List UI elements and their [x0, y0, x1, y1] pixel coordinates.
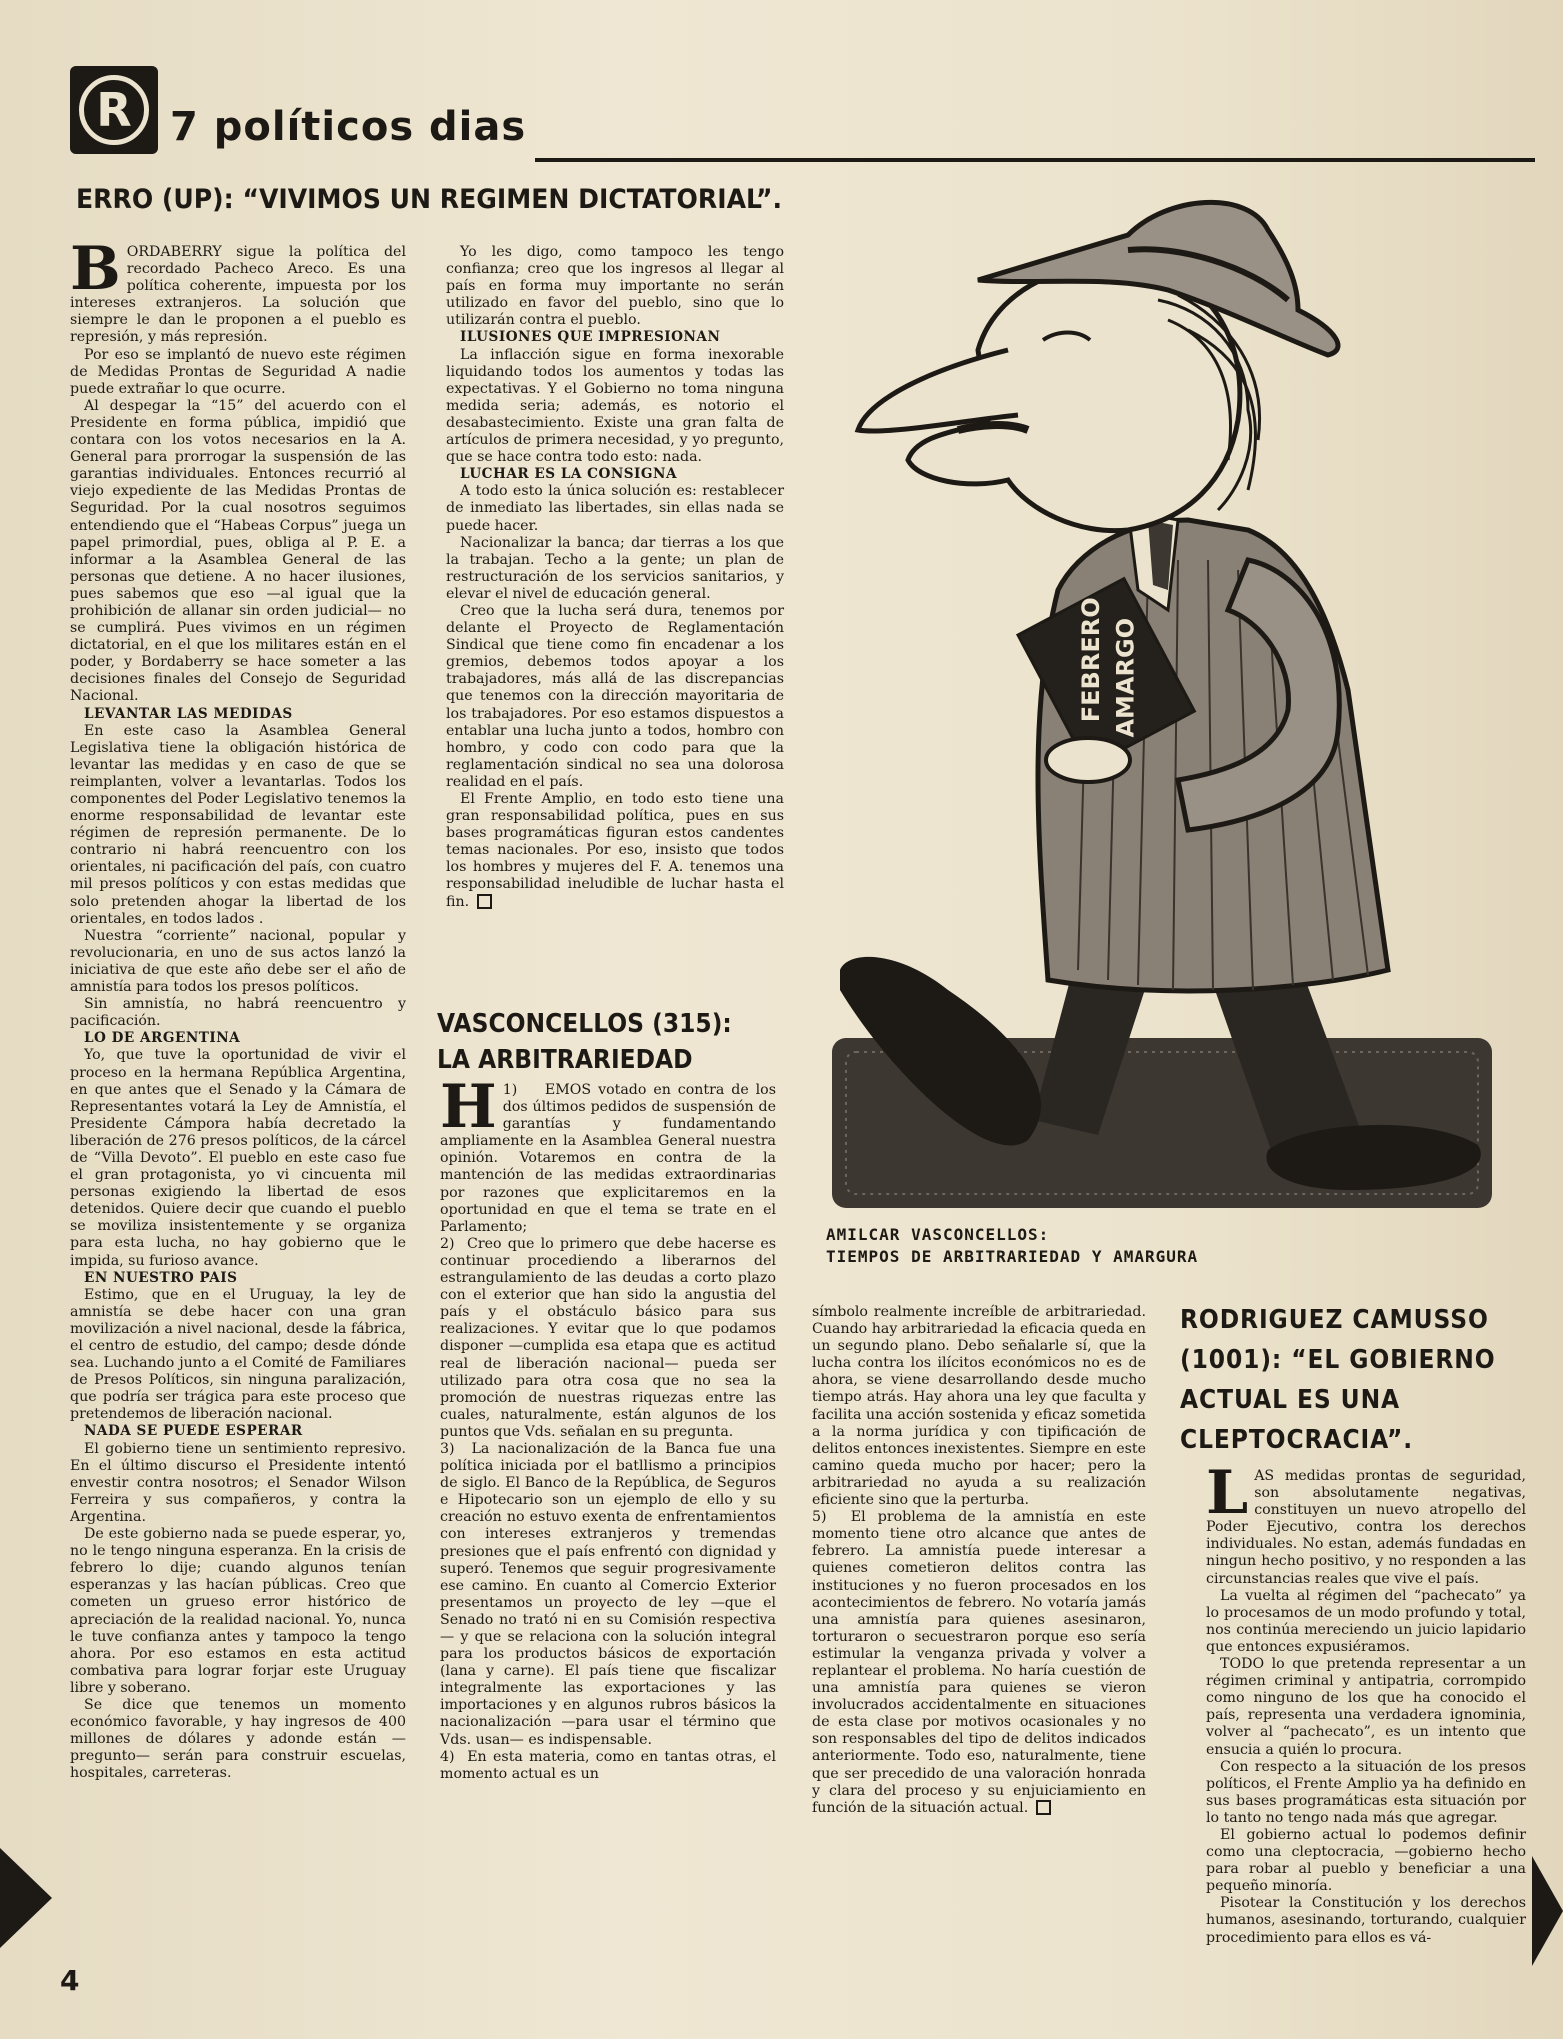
paragraph-text: EMOS votado en contra de los dos últimos pedidos de suspensión de garantías y fundamentando ampliamente en la Asamblea General nuestra opinión. Votaremos en contra de la mantención de las medidas extraordinarias por razones que explicitaremos en la oportunidad en que el tema se trate en el Parlamento;: [440, 1082, 776, 1235]
article2-headline-line1: VASCONCELLOS (315):: [437, 1009, 732, 1039]
paragraph: TODO lo que pretenda representar a un régimen criminal y antipatria, corrompido como ninguno de los que ha conocido el país, representa una verdadera ignominia, volver al “pachecato”, es un intento que ensucia a quién lo procura.: [1206, 1656, 1526, 1758]
article2-paragraph-2: [440, 1236, 776, 1441]
article1-headline: ERRO (UP): “VIVIMOS UN REGIMEN DICTATORIAL”.: [76, 184, 783, 215]
subheading: ILUSIONES QUE IMPRESIONAN: [460, 329, 721, 346]
subheading: NADA SE PUEDE ESPERAR: [84, 1423, 303, 1440]
paragraph-text: ORDABERRY sigue la política del recordado Pacheco Areco. Es una política coherente, impuesta por los intereses extranjeros. La solución que siempre le dan le proponen a el pueblo es represión, y más represión.: [70, 244, 406, 346]
paragraph: Al despegar la “15” del acuerdo con el Presidente en forma pública, impidió que contara con los votos necesarios en la A. General para prorrogar la suspensión de las garantias individuales. Entonces recurrió al viejo expediente de las Medidas Prontas de Seguridad. Por la cual nosotros seguimos entendiendo que el “Habeas Corpus” juega un papel primordial, pues, obliga al P. E. a informar a la Asamblea General de las personas que detiene. A no hacer ilusiones, pues sabemos que eso —al igual que la prohibición de allanar sin orden judicial— no se cumplirá. Pues vivimos en un régimen dictatorial, en el que los militares están en el poder, y Bordaberry se hace someter a las decisiones finales del Consejo de Seguridad Nacional.: [70, 397, 406, 705]
paragraph: El gobierno actual lo podemos definir como una cleptocracia, —gobierno hecho para robar al pueblo y beneficiar a una pequeño minoría.: [1206, 1826, 1526, 1895]
paragraph-text: AS medidas prontas de seguridad, son absolutamente negativas, constituyen un nuevo atropello del Poder Ejecutivo, contra los derechos individuales. No estan, además fundadas en ningun hecho positivo, y no responden a las circunstancias reales que vive el país.: [1206, 1468, 1526, 1587]
article2-dropcap: H: [440, 1072, 497, 1142]
paragraph: Por eso se implantó de nuevo este régimen de Medidas Prontas de Seguridad A nadie puede extrañar lo que ocurre.: [70, 346, 406, 397]
paragraph: Nuestra “corriente” nacional, popular y revolucionaria, en uno de sus actos lanzó la iniciativa de que este año debe ser el año de amnistía para todos los presos políticos.: [70, 927, 406, 996]
end-mark-icon: [477, 894, 492, 909]
section-rule: [535, 158, 1535, 162]
article3-headline-line1: RODRIGUEZ CAMUSSO: [1180, 1305, 1489, 1335]
article1-dropcap: B: [70, 234, 121, 304]
article2-paragraph-1: [440, 1072, 776, 1236]
paragraph: Estimo, que en el Uruguay, la ley de amnistía se debe hacer con una gran movilización a nivel nacional, desde la fábrica, el centro de estudio, del campo; desde dónde sea. Luchando junto a el Comité de Familiares de Presos Políticos, sin ninguna paralización, que podría ser trágica para este proceso que pretendemos de liberación nacional.: [70, 1286, 406, 1423]
article3-column: [1206, 1458, 1526, 1947]
paragraph-text: El Frente Amplio, en todo esto tiene una gran responsabilidad política, pues en sus bases programáticas figuran estos candentes temas nacionales. Por eso, insisto que todos los hombres y mujeres del F. A. tenemos una responsabilidad ineludible de luchar hasta el fin.: [446, 791, 784, 910]
paragraph: De este gobierno nada se puede esperar, yo, no le tengo ninguna esperanza. En la crisis de febrero lo dije; cuando algunos tenían esperanzas y las hacían públicas. Creo que cometen un grueso error histórico de apreciación de la realidad nacional. Yo, nunca le tuve confianza antes y tampoco la tengo ahora. Por eso estamos en esta actitud combativa para lograr forjar este Uruguay libre y soberano.: [70, 1526, 406, 1696]
paragraph: Se dice que tenemos un momento económico favorable, y hay ingresos de 400 millones de dólares y adonde están —pregunto— serán para construir escuelas, hospitales, carreteras.: [70, 1696, 406, 1782]
paragraph: Yo, que tuve la oportunidad de vivir el proceso en la hermana República Argentina, en que antes que el Senado y la Cámara de Representantes votará la Ley de Amnistía, el Presidente Cámpora había decretado la liberación de 276 presos políticos, de la cárcel de “Villa Devoto”. El pueblo en este caso fue el gran protagonista, yo vi cincuenta mil personas exigiendo la libertad de esos detenidos. Quiere decir que cuando el pueblo se moviliza insistentemente y se organiza para esta lucha, no hay gobierno que le impida, su furioso avance.: [70, 1047, 406, 1269]
book-title-line2: AMARGO: [1111, 617, 1140, 738]
subheading: LUCHAR ES LA CONSIGNA: [460, 466, 678, 483]
article3-headline: [1180, 1300, 1496, 1460]
caption-line2: TIEMPOS DE ARBITRARIEDAD Y AMARGURA: [826, 1247, 1199, 1266]
article1-lead-paragraph: [70, 234, 406, 347]
item-number: 1): [502, 1082, 518, 1098]
article2-column1: [440, 1072, 776, 1783]
item-number: 5): [812, 1509, 827, 1526]
article2-headline-line2: LA ARBITRARIEDAD: [437, 1045, 693, 1075]
subheading: LEVANTAR LAS MEDIDAS: [84, 705, 293, 722]
paragraph: En este caso la Asamblea General Legislativa tiene la obligación histórica de levantar las medidas y en caso de que se reimplanten, volver a levantarlas. Todos los componentes del Poder Legislativo tenemos la enorme responsabilidad de levantar este régimen de represión permanente. De lo contrario ni habrá reencuentro con los orientales, ni pacificación del país, con cuatro mil presos políticos y con estas medidas que solo pretenden ahogar la libertad de los orientales, en todos lados .: [70, 722, 406, 927]
article1-column1: [70, 234, 406, 1782]
paragraph-text: En esta materia, como en tantas otras, el momento actual es un: [440, 1748, 776, 1782]
paragraph: Con respecto a la situación de los presos políticos, el Frente Amplio ya ha definido en sus bases programáticas esta situación por lo tanto no tengo nada más que agregar.: [1206, 1758, 1526, 1826]
article3-headline-line4: CLEPTOCRACIA”.: [1180, 1425, 1414, 1455]
paragraph: A todo esto la única solución es: restablecer de inmediato las libertades, sin ellas nada se puede hacer.: [446, 483, 784, 534]
book-title-line1: FEBRERO: [1077, 597, 1106, 723]
article3-headline-line2: (1001): “EL GOBIERNO: [1180, 1345, 1496, 1375]
magazine-logo: [70, 66, 158, 154]
article2-paragraph-3: [440, 1441, 776, 1749]
paragraph: El gobierno tiene un sentimiento represivo. En el último discurso el Presidente intentó envestir contra nosotros; el Senador Wilson Ferreira y sus compañeros, y contra la Argentina.: [70, 1440, 406, 1525]
article3-lead-paragraph: [1206, 1458, 1526, 1588]
subheading: EN NUESTRO PAIS: [84, 1269, 238, 1286]
paragraph-text: La nacionalización de la Banca fue una política iniciada por el batllismo a principios de siglo. El Banco de la República, de Seguros e Hipotecario son un ejemplo de ello y su creación no estuvo exenta de enfrentamientos con intereses extranjeros y tremendas presiones que el país enfrentó con dignidad y superó. Tenemos que seguir progresivamente ese camino. En cuanto al Comercio Exterior presentamos un proyecto de ley —que el Senado no trató ni en su Comisión respectiva— y que se relaciona con la solución integral para los productos básicos de exportación (lana y carne). El país tiene que fiscalizar integralmente las exportaciones y las importaciones y en algunos rubros básicos la nacionalización —para usar el término que Vds. usan— es indispensable.: [440, 1440, 776, 1748]
article3-headline-line3: ACTUAL ES UNA: [1180, 1385, 1401, 1415]
caricature-illustration: [828, 190, 1508, 1220]
article2-paragraph-5: [812, 1509, 1146, 1817]
paragraph: La vuelta al régimen del “pachecato” ya lo procesamos de un modo profundo y total, nos continúa mereciendo un juicio lapidario que entonces expusiéramos.: [1206, 1587, 1526, 1655]
left-arrow-icon: [0, 1848, 52, 1948]
article3-dropcap: L: [1206, 1458, 1249, 1528]
paragraph: Pisotear la Constitución y los derechos humanos, asesinando, torturando, cualquier procedimiento para ellos es vá-: [1206, 1895, 1526, 1946]
item-number: 4): [440, 1748, 455, 1765]
paragraph: símbolo realmente increíble de arbitrariedad. Cuando hay arbitrariedad la eficacia queda en un segundo plano. Debo señalarle sí, que la lucha contra los ilícitos económicos no es de ahora, se viene desarrollando desde mucho tiempo atrás. Hay ahora una ley que faculta y facilita una acción sostenida y eficaz sometida a la norma jurídica y con tipificación de delitos entonces inexistentes. Siempre en este camino queda mucho por hacer; pero la arbitrariedad no ayuda a su realización eficiente sino que la perturba.: [812, 1304, 1146, 1509]
subheading: LO DE ARGENTINA: [84, 1030, 241, 1047]
page-number: 4: [60, 1964, 80, 1997]
paragraph: [446, 791, 784, 911]
paragraph: Sin amnistía, no habrá reencuentro y pacificación.: [70, 996, 406, 1030]
end-mark-icon: [1036, 1800, 1051, 1815]
paragraph: Creo que la lucha será dura, tenemos por delante el Proyecto de Reglamentación Sindical que tiene como fin encadenar a los gremios, debemos todos apoyar a los trabajadores, más allá de las discrepancias que tenemos con la dirección mayoritaria de los trabajadores. Por eso estamos dispuestos a entablar una lucha junto a todos, hombro con hombro, y codo con codo para que la reglamentación sindical no sea una dolorosa realidad en el país.: [446, 602, 784, 790]
logo-letter: R: [79, 75, 149, 145]
item-number: 2): [440, 1235, 455, 1252]
paragraph: La inflacción sigue en forma inexorable liquidando todos los aumentos y todas las expectativas. Y el Gobierno no toma ninguna medida seria; además, es notorio el desabastecimiento. Existe una gran falta de artículos de primera necesidad, y yo pregunto, que se hace contra todo esto: nada.: [446, 346, 784, 466]
article2-paragraph-4: [440, 1749, 776, 1783]
caption-line1: AMILCAR VASCONCELLOS:: [826, 1225, 1050, 1244]
paragraph-text: Creo que lo primero que debe hacerse es continuar procediendo a liberarnos del estrangulamiento de las deudas a corto plazo con el exterior que han sido la angustia del país y el obstáculo básico para sus realizaciones. Y evitar que lo que podamos disponer —cumplida esa etapa que es actitud real de liberación nacional— pueda ser utilizado para otra cosa que no sea la promoción de nuestras riquezas entre las cuales, naturalmente, están algunos de los puntos que Vds. señalan en su pregunta.: [440, 1235, 776, 1440]
section-title: 7 políticos dias: [170, 104, 527, 150]
article1-column2: [446, 244, 784, 911]
article2-headline: [437, 1006, 732, 1078]
paragraph: Yo les digo, como tampoco les tengo confianza; creo que los ingresos al llegar al país en forma muy importante no serán utilizado en favor del pueblo, sino que lo utilizarán contra el pueblo.: [446, 244, 784, 329]
article2-column2: [812, 1304, 1146, 1817]
paragraph-text: El problema de la amnistía en este momento tiene otro alcance que antes de febrero. La amnistía puede interesar a quienes cometieron delitos contra las instituciones y no fueron procesados en los acontecimientos de febrero. No votaría jamás una amnistía para quienes asesinaron, torturaron o secuestraron porque eso sería estimular la venganza privada y volver a replantear el problema. No haría cuestión de una amnistía para quienes se vieron involucrados accidentalmente en situaciones de esta clase por motivos ocasionales y no son responsables del tipo de delitos indicados anteriormente. Todo eso, naturalmente, tiene que ser precedido de una valoración honrada y clara del proceso y su enjuiciamiento en función de la situación actual.: [812, 1509, 1146, 1816]
illustration-caption: [826, 1224, 1198, 1268]
paragraph: Nacionalizar la banca; dar tierras a los que la trabajan. Techo a la gente; un plan de restructuración de los servicios sanitarios, y elevar el nivel de educación general.: [446, 534, 784, 602]
item-number: 3): [440, 1440, 455, 1457]
